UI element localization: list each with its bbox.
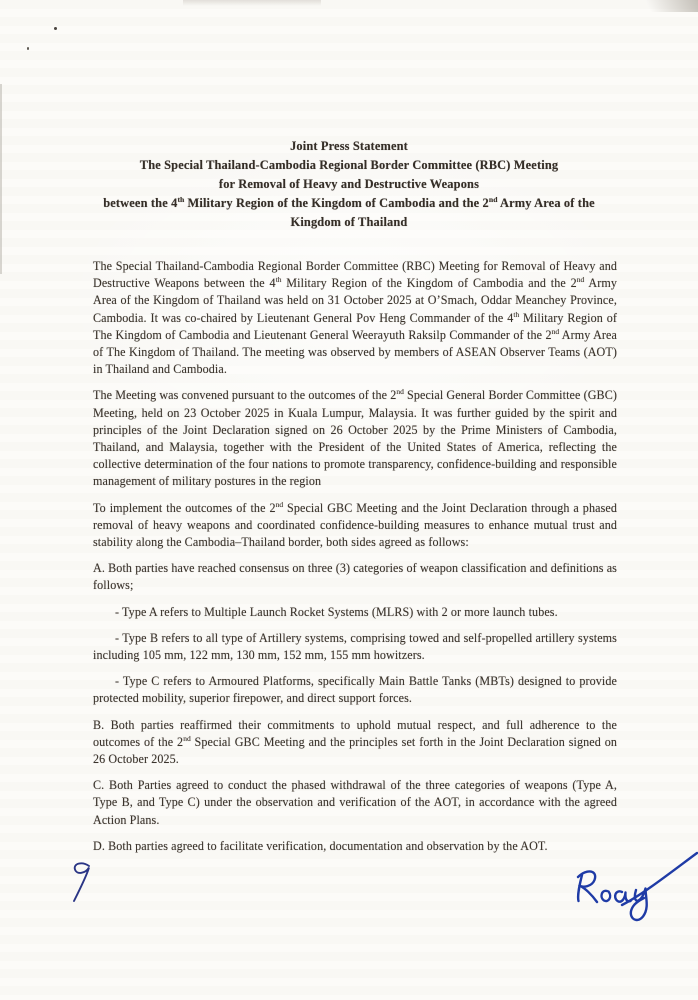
- document-paragraph: A. Both parties have reached consensus on three (3) categories of weapon classification and definitions as follows;: [93, 561, 617, 593]
- title-line: The Special Thailand-Cambodia Regional Border Committee (RBC) Meeting: [139, 158, 559, 172]
- handwritten-signature-right: [566, 839, 698, 927]
- document-paragraph: - Type B refers to all type of Artillery systems, comprising towed and self-propelled artillery systems including 105 mm, 122 mm, 130 mm, 152 mm, 155 mm howitzers.: [93, 630, 617, 663]
- scan-smudge: [183, 0, 321, 6]
- document-paragraph: - Type C refers to Armoured Platforms, specifically Main Battle Tanks (MBTs) designed to provide protected mobility, superior firepower, and direct support forces.: [93, 674, 617, 706]
- document-paragraph: - Type A refers to Multiple Launch Rocket Systems (MLRS) with 2 or more launch tubes.: [115, 604, 558, 619]
- document-paragraph: C. Both Parties agreed to conduct the phased withdrawal of the three categories of weapons (Type A, Type B, and Type C) under the observation and verification of the AOT, in accordance with the agreed Action Plans.: [93, 778, 617, 827]
- title-line: for Removal of Heavy and Destructive Weapons: [218, 177, 480, 191]
- scan-speck: [27, 47, 29, 50]
- document-paragraph: The Meeting was convened pursuant to the outcomes of the 2nd Special General Border Committee (GBC) Meeting, held on 23 October 2025 in Kuala Lumpur, Malaysia. It was further guided by the spirit and principles of the Joint Declaration signed on 26 October 2025 by the Prime Ministers of Cambodia, Thailand, and Malaysia, together with the President of the United States of America, reflecting the collective determination of the four nations to promote transparency, confidence-building and responsible management of military postures in the region: [93, 387, 618, 489]
- title-line: between the 4th Military Region of the Kingdom of Cambodia and the 2nd Army Area of the: [103, 194, 595, 210]
- scan-smudge: [628, 0, 698, 12]
- document-paragraph: D. Both parties agreed to facilitate verification, documentation and observation by the AOT.: [93, 838, 548, 853]
- initial-stroke: [66, 860, 96, 908]
- handwritten-initial-left: [66, 860, 96, 908]
- document-paragraph: To implement the outcomes of the 2nd Special GBC Meeting and the Joint Declaration through a phased removal of heavy weapons and coordinated confidence-building measures to enhance mutual trust and stability along the Cambodia–Thailand border, both sides agreed as follows:: [93, 499, 617, 550]
- document-paragraph: B. Both parties reaffirmed their commitments to uphold mutual respect, and full adherence to the outcomes of the 2nd Special GBC Meeting and the principles set forth in the Joint Declaration signed on 26 October 2025.: [93, 717, 618, 767]
- signature-stroke: [566, 839, 698, 927]
- title-line: Joint Press Statement: [290, 139, 408, 153]
- title-line: Kingdom of Thailand: [290, 215, 408, 229]
- document-paragraph: The Special Thailand-Cambodia Regional Border Committee (RBC) Meeting for Removal of Heavy and Destructive Weapons between the 4th Military Region of the Kingdom of Cambodia and the 2nd Army Area of the Kingdom of Thailand was held on 31 October 2025 at O’Smach, Oddar Meanchey Province, Cambodia. It was co-chaired by Lieutenant General Pov Heng Commander of the 4th Military Region of The Kingdom of Cambodia and Lieutenant General Weerayuth Raksilp Commander of the 2nd Army Area of The Kingdom of Thailand. The meeting was observed by members of ASEAN Observer Teams (AOT) in Thailand and Cambodia.: [93, 259, 618, 377]
- document-title: [0, 137, 698, 232]
- scan-speck: [54, 27, 57, 30]
- document-body: [93, 258, 617, 855]
